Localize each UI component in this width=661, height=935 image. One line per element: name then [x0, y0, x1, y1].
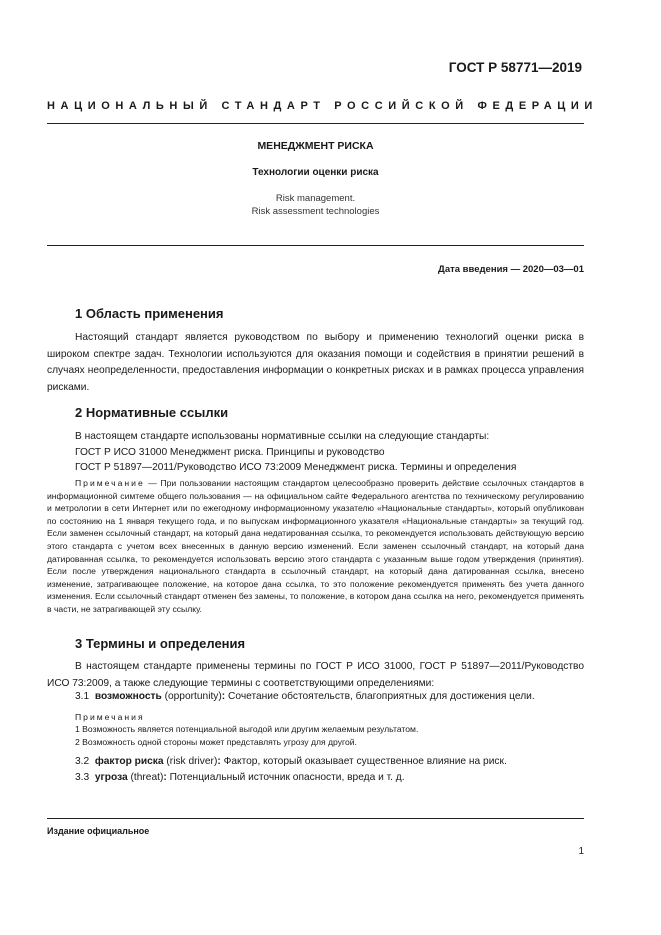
section-3-intro: [47, 659, 584, 692]
document-subtitle: Технологии оценки риска: [252, 167, 379, 178]
term-3-1-english: (opportunity): [161, 691, 222, 702]
term-3-3-number: 3.3: [75, 772, 90, 783]
term-3-3-colon: :: [163, 772, 167, 783]
term-3-2-english: (risk driver): [163, 756, 218, 767]
section-2-note: [47, 477, 584, 616]
term-3-2: [75, 756, 507, 767]
english-title-line-2: Risk assessment technologies: [251, 206, 380, 217]
english-title-line-1: Risk management.: [275, 193, 356, 204]
section-1-text: Настоящий стандарт является руководством по выбору и применению технологий оценки риска в широком спектре задач. Технологии используются для оказания помощи и содействия в принятии решений в случаях неопределенности, предоставления информации о конкретных рисках и в рамках процесса управления рисками.: [47, 332, 584, 393]
footer-rule: [47, 818, 584, 819]
note-text: — При пользовании настоящим стандартом целесообразно проверить действие ссылочных стандартов в информационной симтеме общего пользования — на официальном сайте Федерального агентства по техническому регулированию и метрологии в сети Интернет или по ежегодному информационному указателю «Национальные стандарты», который опубликован по состоянию на 1 января текущего года, и по выпускам информационного указателя «Национальные стандарты» за текущий год. Если заменен ссылочный стандарт, на который дана недатированная ссылка, то рекомендуется использовать действующую версию этого стандарта с учетом всех внесенных в данную версию изменений. Если заменен ссылочный стандарт, на который дана датированная ссылка, то рекомендуется использовать версию этого стандарта с указанным выше годом утверждения (принятия). Если после утверждения национального стандарта в ссылочный стандарт, на который дана датированная ссылка, внесено изменение, затрагивающее положение, на которое дана ссылка, то это положение рекомендуется применять без учета данного изменения. Если ссылочный стандарт отменен без замены, то положение, в котором дана ссылка на него, рекомендуется применять в части, не затрагивающей эту ссылку.: [47, 478, 584, 614]
term-3-3-english: (threat): [127, 772, 164, 783]
section-2-intro: В настоящем стандарте использованы нормативные ссылки на следующие стандарты:: [75, 431, 490, 442]
term-3-2-definition: Фактор, который оказывает существенное влияние на риск.: [220, 756, 507, 767]
section-3-intro-text: В настоящем стандарте применены термины по ГОСТ Р ИСО 31000, ГОСТ Р 51897—2011/Руководство ИСО 73:2009, а также следующие термины с соответствующими определениями:: [47, 661, 584, 689]
normative-reference-2: ГОСТ Р 51897—2011/Руководство ИСО 73:2009 Менеджмент риска. Термины и определения: [75, 462, 517, 473]
term-3-2-name: фактор риска: [94, 756, 164, 767]
national-standard-banner: НАЦИОНАЛЬНЫЙ СТАНДАРТ РОССИЙСКОЙ ФЕДЕРАЦИИ: [47, 100, 598, 112]
document-id: ГОСТ Р 58771—2019: [448, 60, 582, 75]
term-3-3: [75, 772, 405, 783]
term-3-1-number: 3.1: [75, 691, 90, 702]
document-title: МЕНЕДЖМЕНТ РИСКА: [257, 140, 374, 152]
term-3-1-definition: Сочетание обстоятельств, благоприятных для достижения цели.: [225, 691, 535, 702]
section-1-paragraph: [47, 330, 584, 396]
section-3-heading: 3 Термины и определения: [75, 636, 246, 651]
term-3-1-note-1: 1 Возможность является потенциальной выгодой или другим желаемым результатом.: [75, 724, 419, 734]
header-rule: [47, 123, 584, 124]
term-3-3-definition: Потенциальный источник опасности, вреда и т. д.: [166, 772, 405, 783]
term-3-1: [75, 691, 535, 702]
term-3-1-note-2: 2 Возможность одной стороны может представлять угрозу для другой.: [75, 737, 357, 747]
section-2-heading: 2 Нормативные ссылки: [75, 405, 229, 420]
official-edition-label: Издание официальное: [47, 826, 150, 836]
normative-reference-1: ГОСТ Р ИСО 31000 Менеджмент риска. Принципы и руководство: [75, 447, 385, 458]
section-1-heading: 1 Область применения: [75, 306, 224, 321]
term-3-2-colon: :: [217, 756, 221, 767]
term-3-3-name: угроза: [94, 772, 128, 783]
term-3-2-number: 3.2: [75, 756, 90, 767]
introduction-date: Дата введения — 2020—03—01: [438, 264, 584, 275]
term-3-1-name: возможность: [94, 691, 162, 702]
title-rule: [47, 245, 584, 246]
term-3-1-notes-label: Примечания: [75, 712, 145, 722]
note-label: Примечание: [75, 478, 145, 488]
term-3-1-colon: :: [221, 691, 226, 702]
page-number: 1: [578, 846, 584, 857]
